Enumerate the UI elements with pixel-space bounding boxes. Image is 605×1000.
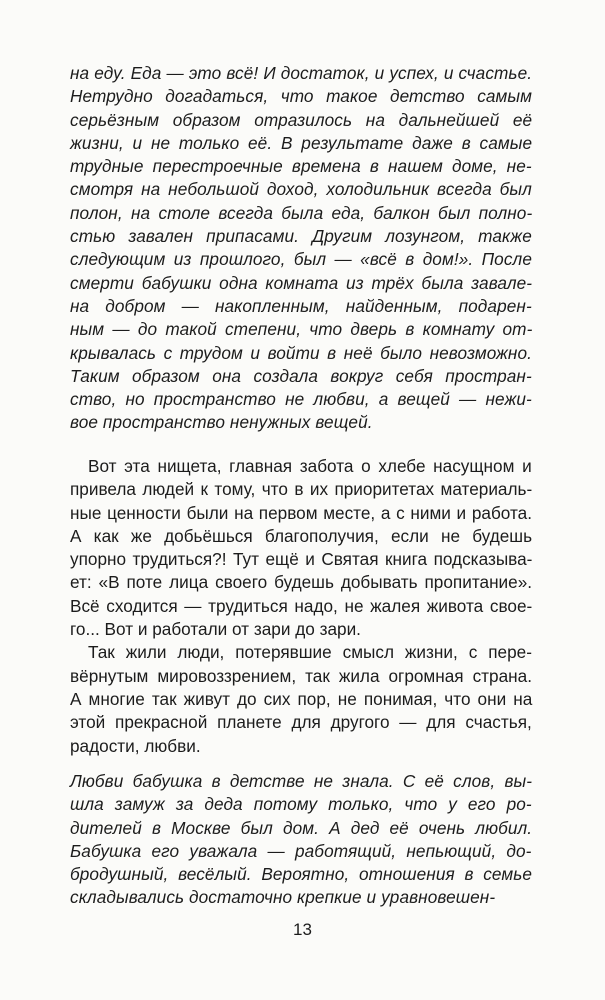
text-line: вёрнутым мировоззрением, так жила огромная страна. <box>70 665 532 686</box>
text-line: смотря на небольшой доход, холодильник всегда был <box>70 179 532 200</box>
text-line: А как же добьёшься благополучия, если не будешь <box>70 525 533 546</box>
text-line: Всё сходится — трудиться надо, не жалея живота свое- <box>70 595 533 616</box>
text-line: серьёзным образом отразилось на дальнейшей её <box>70 109 533 130</box>
text-line: Любви бабушка в детстве не знала. С её слов, вы- <box>70 771 533 791</box>
text-line: Вот эта нищета, главная забота о хлебе насущном и <box>88 456 532 476</box>
text-line: ным — до такой степени, что дверь в комнату от- <box>70 319 533 340</box>
text-line: А многие так живут до сих пор, не понимая, что они на <box>70 688 533 709</box>
text-line: шла замуж за деда потому только, что у его ро- <box>70 794 532 815</box>
text-line: дителей в Москве был дом. А дед её очень любил. <box>70 817 533 838</box>
text-line: бродушный, весёлый. Вероятно, отношения в семье <box>70 864 533 885</box>
text-line: радости, любви. <box>70 735 201 756</box>
text-line: следующим из прошлого, был — «всё в дом!». После <box>70 249 532 270</box>
text-line: ные ценности были на первом месте, а с ними и работа. <box>70 502 532 523</box>
italic-paragraph-food <box>70 62 532 435</box>
text-line: упорно трудиться?! Тут ещё и Святая книга подсказыва- <box>70 549 533 570</box>
text-line: смерти бабушки одна комната из трёх была завале- <box>70 272 533 293</box>
text-line: вое пространство ненужных вещей. <box>70 412 373 433</box>
text-line: го... Вот и работали от зари до зари. <box>70 619 361 640</box>
paragraph-meaning <box>70 641 532 757</box>
text-line: ет: «В поте лица своего будешь добывать пропитание». <box>70 572 533 593</box>
text-line: жизни, и не только её. В результате даже в самые <box>70 132 533 153</box>
paragraph-poverty <box>70 455 532 641</box>
text-line: Нетрудно догадаться, что такое детство самым <box>70 86 533 107</box>
text-line: на добром — накопленным, найденным, подарен- <box>70 295 532 316</box>
text-line: привела людей к тому, что в их приоритетах материаль- <box>70 479 533 500</box>
text-line: этой прекрасной планете для другого — для счастья, <box>70 712 532 733</box>
text-line: ство, но пространство не любви, а вещей — нежи- <box>70 389 532 410</box>
text-line: Таким образом она создала вокруг себя простран- <box>70 365 532 386</box>
page-number: 13 <box>293 920 312 939</box>
text-line: трудные перестроечные времена в нашем доме, не- <box>70 156 532 177</box>
text-line: Бабушка его уважала — работящий, непьющий, до- <box>70 840 532 861</box>
text-line: Так жили люди, потерявшие смысл жизни, с пере- <box>88 642 532 663</box>
text-line: складывались достаточно крепкие и уравновешен- <box>70 887 496 908</box>
text-line: полон, на столе всегда была еда, балкон был полно- <box>70 202 533 223</box>
regular-paragraphs <box>70 455 532 758</box>
text-line: стью завален припасами. Другим лозунгом, также <box>70 226 532 247</box>
italic-paragraph-love <box>70 770 532 910</box>
text-line: крывалась с трудом и войти в неё было невозможно. <box>70 342 533 363</box>
text-line: на еду. Еда — это всё! И достаток, и успех, и счастье. <box>70 63 533 83</box>
